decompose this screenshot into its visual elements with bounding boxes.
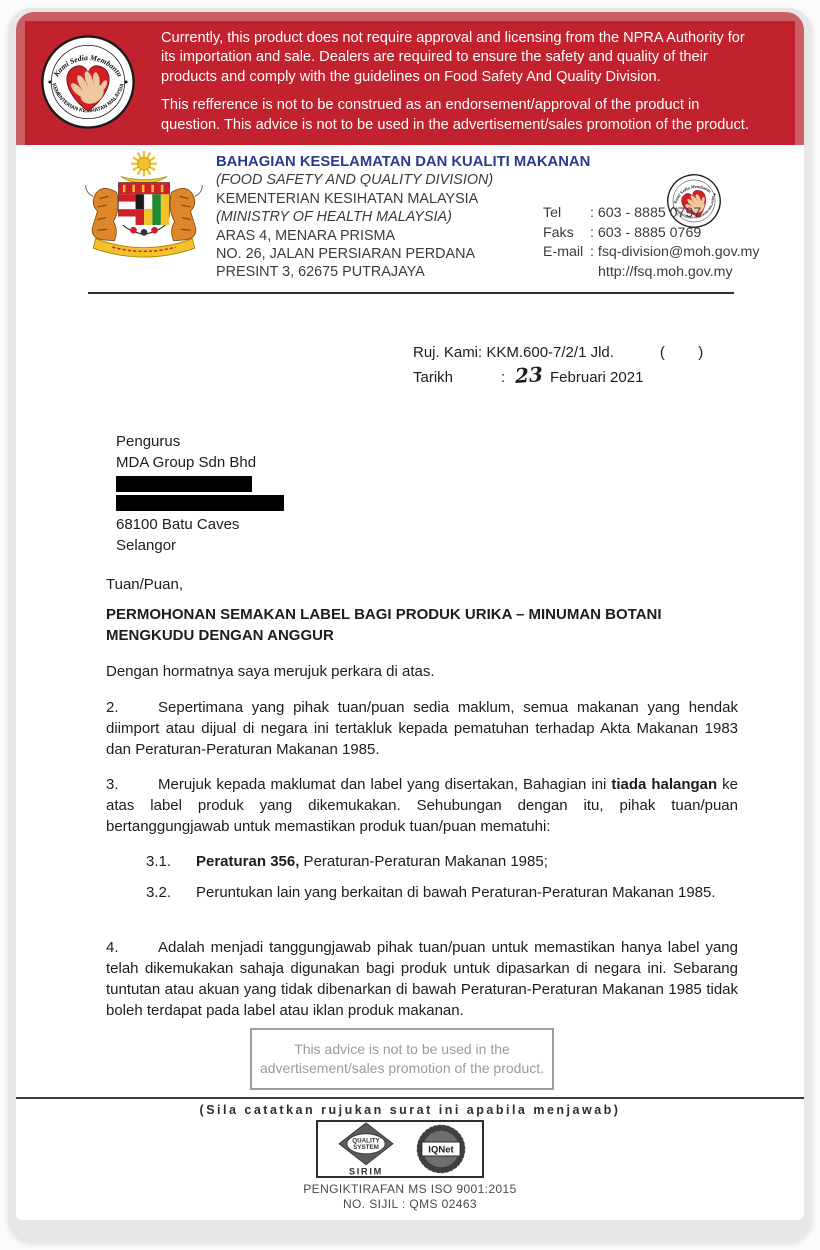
sirim-oval-line2: SYSTEM xyxy=(353,1144,380,1151)
ruj-brackets: ( ) xyxy=(659,344,704,361)
reference-block xyxy=(413,342,703,388)
letter-page xyxy=(16,12,804,1220)
ruj-kami-row xyxy=(413,342,703,363)
banner-text xyxy=(161,29,761,135)
letterhead-info xyxy=(216,153,590,282)
paragraph-3-number: 3. xyxy=(106,776,119,793)
sirim-logo-icon xyxy=(333,1122,399,1176)
tarikh-label: Tarikh xyxy=(413,369,454,386)
paragraph-3-text-after: ke atas label produk yang dikemukakan. Sehubungan dengan itu, pihak tuan/puan bertanggungjawab untuk memastikan produk tuan/puan mematuhi: xyxy=(106,776,738,835)
iqnet-name: IQNet xyxy=(427,1144,454,1156)
paragraph-4 xyxy=(106,937,738,1021)
faks-row xyxy=(543,224,759,244)
banner-paragraph-1: Currently, this product does not require approval and licensing from the NPRA Authority for its importation and sale. Dealers are required to ensure the safety and quality of their products and comply with the guidelines on Food Safety And Quality Division. xyxy=(161,30,745,85)
moh-heart-logo-icon xyxy=(41,35,135,129)
certification-text xyxy=(16,1182,804,1212)
salutation: Tuan/Puan, xyxy=(106,576,183,593)
cert-line-2: NO. SIJIL : QMS 02463 xyxy=(342,1197,477,1211)
tarikh-row xyxy=(413,362,703,388)
subject-line: PERMOHONAN SEMAKAN LABEL BAGI PRODUK URIKA – MINUMAN BOTANI MENGKUDU DENGAN ANGGUR xyxy=(106,606,662,644)
item-3-2-number: 3.2. xyxy=(146,884,172,901)
redacted-address-line-1 xyxy=(116,476,252,492)
email-label: E-mail xyxy=(543,244,584,260)
item-3-1-number: 3.1. xyxy=(146,853,172,870)
paragraph-2-text: Sepertimana yang pihak tuan/puan sedia maklum, semua makanan yang hendak diimport atau dijual di negara ini tertakluk kepada pematuhan terhadap Akta Makanan 1983 dan Peraturan-Peraturan Makanan 1985. xyxy=(106,699,738,758)
division-name-en: (FOOD SAFETY AND QUALITY DIVISION) xyxy=(216,172,494,189)
banner-paragraph-2: This refference is not to be construed as an endorsement/approval of the product in question. This advice is not to be used in the advertisement/sales promotion of the product. xyxy=(161,97,749,133)
item-3-1-rest: Peraturan-Peraturan Makanan 1985; xyxy=(299,853,548,870)
tarikh-day-handwritten: 23 xyxy=(514,362,544,388)
advisory-box: This advice is not to be used in the advertisement/sales promotion of the product. xyxy=(250,1028,554,1090)
paragraph-3-text-before: Merujuk kepada maklumat dan label yang disertakan, Bahagian ini xyxy=(158,776,612,793)
sirim-name: SIRIM xyxy=(349,1166,384,1176)
tarikh-colon: : xyxy=(501,369,506,386)
iqnet-logo-icon xyxy=(415,1123,467,1175)
website-link: http://fsq.moh.gov.my xyxy=(598,263,733,280)
paragraph-2-number: 2. xyxy=(106,699,119,716)
paragraph-3 xyxy=(106,774,738,837)
cert-line-1: PENGIKTIRAFAN MS ISO 9001:2015 xyxy=(303,1182,517,1196)
recipient-company: MDA Group Sdn Bhd xyxy=(116,454,257,471)
recipient-title: Pengurus xyxy=(116,433,181,450)
tel-label: Tel xyxy=(543,205,562,221)
intro-line: Dengan hormatnya saya merujuk perkara di atas. xyxy=(106,663,435,680)
tarikh-month-year: Februari 2021 xyxy=(550,369,644,386)
recipient-postcode-city: 68100 Batu Caves xyxy=(116,516,240,533)
recipient-block xyxy=(116,431,284,556)
address-line-1: ARAS 4, MENARA PRISMA xyxy=(216,227,396,244)
paragraph-2 xyxy=(106,697,738,760)
letterhead-divider xyxy=(88,292,734,294)
paragraph-3-bold: tiada halangan xyxy=(611,776,718,793)
certification-logos-box xyxy=(316,1120,484,1178)
scanned-letter-card xyxy=(8,8,812,1242)
paragraph-4-number: 4. xyxy=(106,939,119,956)
tel-row xyxy=(543,204,759,224)
faks-value: : 603 - 8885 0769 xyxy=(590,224,702,241)
banner-halo xyxy=(16,12,804,145)
email-row xyxy=(543,243,759,263)
item-3-1 xyxy=(146,851,731,872)
advisory-banner xyxy=(25,21,795,145)
item-3-2-text: Peruntukan lain yang berkaitan di bawah Peraturan-Peraturan Makanan 1985. xyxy=(196,884,716,901)
item-3-1-bold: Peraturan 356, xyxy=(196,853,300,870)
ministry-name-my: KEMENTERIAN KESIHATAN MALAYSIA xyxy=(216,190,479,207)
faks-label: Faks xyxy=(543,224,574,241)
ministry-name-en: (MINISTRY OF HEALTH MALAYSIA) xyxy=(216,209,452,226)
sirim-oval-line1: QUALITY xyxy=(352,1137,381,1145)
footer-note: (Sila catatkan rujukan surat ini apabila menjawab) xyxy=(199,1103,621,1117)
division-name-my: BAHAGIAN KESELAMATAN DAN KUALITI MAKANAN xyxy=(216,154,591,170)
paragraph-4-text: Adalah menjadi tanggungjawab pihak tuan/puan untuk memastikan hanya label yang telah dikemukakan sahaja digunakan bagi produk untuk dipasarkan di negara ini. Sebarang tuntutan atau akuan yang tidak dibenarkan di bawah Peraturan-Peraturan Makanan 1985 tidak boleh terdapat pada label atau iklan produk makanan. xyxy=(106,939,738,1019)
malaysia-coat-of-arms-icon xyxy=(80,150,208,264)
recipient-state: Selangor xyxy=(116,537,177,554)
redacted-address-line-2 xyxy=(116,495,284,511)
address-line-2: NO. 26, JALAN PERSIARAN PERDANA xyxy=(216,246,476,263)
item-3-2 xyxy=(146,882,731,903)
email-value: : fsq-division@moh.gov.my xyxy=(590,244,760,260)
address-line-3: PRESINT 3, 62675 PUTRAJAYA xyxy=(216,264,425,281)
footer-divider xyxy=(16,1097,804,1099)
tel-value: : 603 - 8885 0797 xyxy=(590,205,702,221)
ruj-kami-value: Ruj. Kami: KKM.600-7/2/1 Jld. xyxy=(413,344,614,361)
contact-block xyxy=(543,204,759,282)
